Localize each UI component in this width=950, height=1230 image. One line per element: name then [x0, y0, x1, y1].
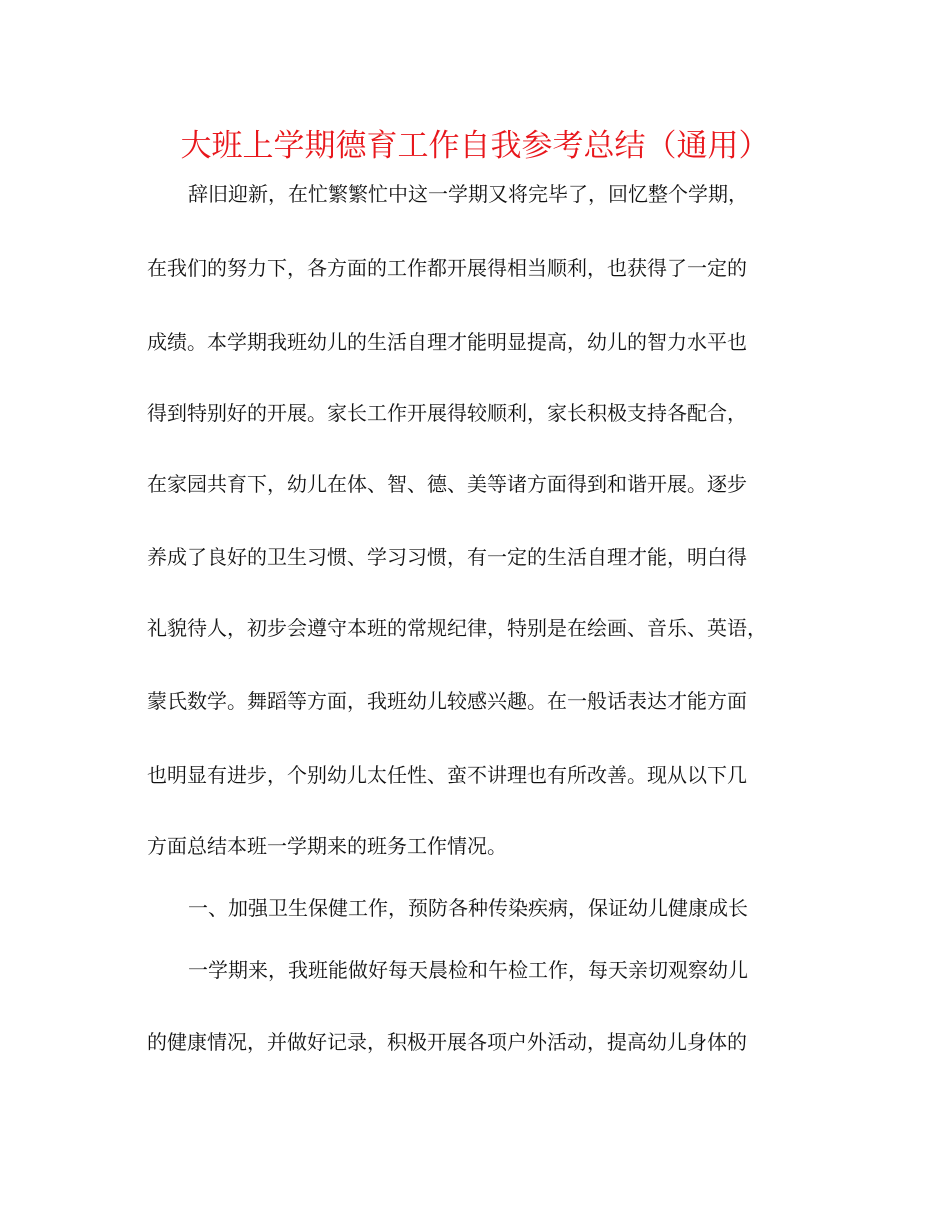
paragraph-line: 一学期来，我班能做好每天晨检和午检工作，每天亲切观察幼儿: [188, 958, 748, 982]
paragraph-line: 礼貌待人，初步会遵守本班的常规纪律，特别是在绘画、音乐、英语，: [147, 616, 767, 640]
paragraph-line: 的健康情况，并做好记录，积极开展各项户外活动，提高幼儿身体的: [147, 1030, 747, 1054]
paragraph-line: 也明显有进步，个别幼儿太任性、蛮不讲理也有所改善。现从以下几: [147, 763, 747, 787]
document-title: 大班上学期德育工作自我参考总结（通用）: [180, 128, 770, 164]
paragraph-line: 蒙氏数学。舞蹈等方面，我班幼儿较感兴趣。在一般话表达才能方面: [147, 689, 747, 713]
paragraph-line: 成绩。本学期我班幼儿的生活自理才能明显提高，幼儿的智力水平也: [147, 330, 747, 354]
paragraph-line: 在家园共育下，幼儿在体、智、德、美等诸方面得到和谐开展。逐步: [147, 472, 747, 496]
paragraph-line: 方面总结本班一学期来的班务工作情况。: [147, 834, 507, 858]
paragraph-line: 在我们的努力下，各方面的工作都开展得相当顺利，也获得了一定的: [147, 256, 747, 280]
paragraph-line: 辞旧迎新，在忙繁繁忙中这一学期又将完毕了，回忆整个学期，: [188, 182, 748, 206]
section-heading: 一、加强卫生保健工作，预防各种传染疾病，保证幼儿健康成长: [188, 896, 748, 920]
paragraph-line: 养成了良好的卫生习惯、学习习惯，有一定的生活自理才能，明白得: [147, 545, 747, 569]
paragraph-line: 得到特别好的开展。家长工作开展得较顺利，家长积极支持各配合，: [147, 401, 747, 425]
